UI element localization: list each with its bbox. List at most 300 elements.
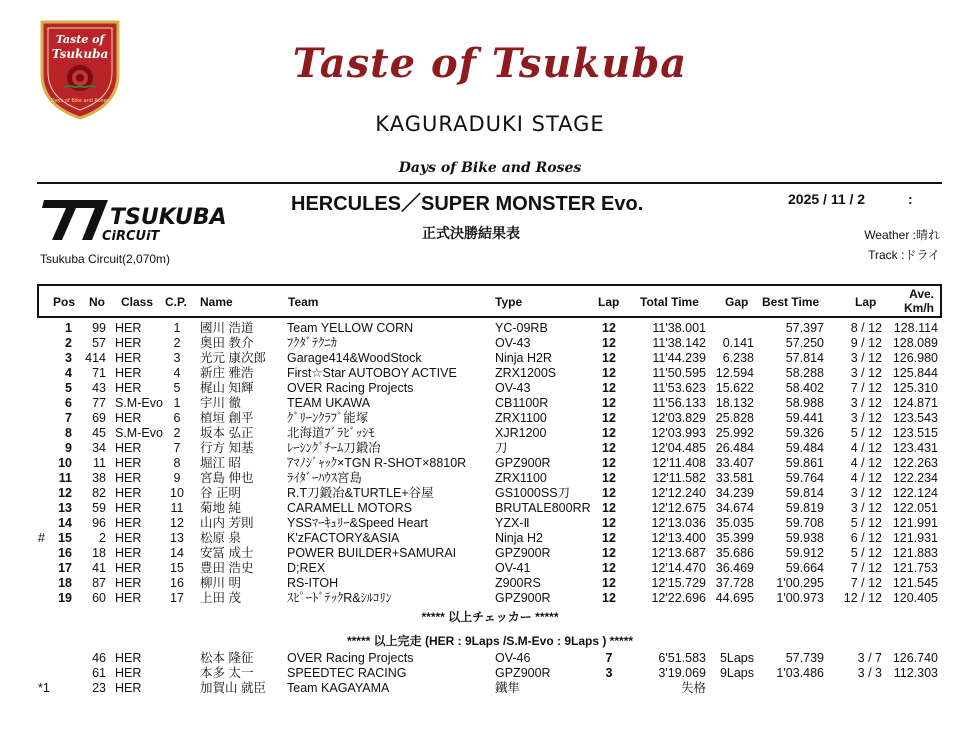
cell-cls: HER <box>115 366 142 380</box>
col-avg-speed-line2: Km/h <box>904 301 934 315</box>
cell-gap: 6.238 <box>722 351 754 365</box>
cell-blap: 3 / 12 <box>850 411 882 425</box>
cell-lap: 12 <box>602 351 616 365</box>
cell-pos: 13 <box>58 501 72 515</box>
cell-lap: 12 <box>602 321 616 335</box>
cell-blap: 4 / 12 <box>850 441 882 455</box>
cell-avg: 121.545 <box>892 576 938 590</box>
cell-mark: *1 <box>38 681 50 695</box>
table-row <box>0 366 980 381</box>
cell-cp: 1 <box>173 321 181 335</box>
cell-lap: 12 <box>602 591 616 605</box>
cell-pos: 7 <box>65 411 72 425</box>
cell-no: 43 <box>92 381 106 395</box>
cell-no: 71 <box>92 366 106 380</box>
table-row <box>0 336 980 351</box>
cell-no: 82 <box>92 486 106 500</box>
cell-cls: HER <box>115 381 142 395</box>
cell-avg: 121.991 <box>892 516 938 530</box>
cell-team: SPEEDTEC RACING <box>287 666 407 680</box>
col-avg-speed-line1: Ave. <box>909 287 934 301</box>
cell-team: Team YELLOW CORN <box>287 321 414 335</box>
cell-avg: 121.883 <box>892 546 938 560</box>
cell-team: D;REX <box>287 561 326 575</box>
col-best-time: Best Time <box>762 295 820 309</box>
cell-cp: 3 <box>173 351 181 365</box>
top-rule <box>37 182 942 184</box>
cell-lap: 12 <box>602 336 616 350</box>
cell-pos: 2 <box>65 336 72 350</box>
cell-cp: 10 <box>170 486 184 500</box>
cell-name: 奥田 教介 <box>200 336 254 350</box>
cell-best: 58.988 <box>785 396 824 410</box>
cell-total: 11'53.623 <box>652 381 706 395</box>
cell-pos: 14 <box>58 516 72 530</box>
cell-lap: 12 <box>602 501 616 515</box>
cell-type: GPZ900R <box>495 591 551 605</box>
cell-type: ZRX1200S <box>495 366 557 380</box>
official-results-title: 正式決勝結果表 <box>422 225 520 241</box>
table-row <box>0 411 980 426</box>
cell-name: 谷 正明 <box>200 486 241 500</box>
cell-name: 宮島 伸也 <box>200 471 254 485</box>
cell-lap: 12 <box>602 441 616 455</box>
cell-lap: 12 <box>602 546 616 560</box>
cell-name: 國川 浩道 <box>200 321 254 335</box>
cell-no: 34 <box>92 441 106 455</box>
weather: Weather :晴れ <box>864 228 940 242</box>
cell-cls: HER <box>115 666 142 680</box>
cell-blap: 7 / 12 <box>850 561 882 575</box>
track-condition: Track :ドライ <box>868 248 940 262</box>
cell-pos: 1 <box>65 321 72 335</box>
cell-cls: HER <box>115 681 142 695</box>
col-lap: Lap <box>598 295 620 309</box>
cell-lap: 7 <box>605 651 613 665</box>
cell-avg: 122.263 <box>892 456 938 470</box>
cell-gap: 5Laps <box>719 651 754 665</box>
cell-team: Team KAGAYAMA <box>287 681 390 695</box>
cell-pos: 3 <box>65 351 72 365</box>
cell-type: GPZ900R <box>495 666 551 680</box>
cell-no: 69 <box>92 411 106 425</box>
cell-cls: HER <box>115 576 142 590</box>
cell-blap: 8 / 12 <box>850 321 882 335</box>
cell-gap: 25.992 <box>715 426 754 440</box>
cell-lap: 12 <box>602 576 616 590</box>
col-type: Type <box>495 295 523 309</box>
cell-cp: 1 <box>173 396 181 410</box>
brand-title: Taste of Tsukuba <box>292 40 688 87</box>
cell-blap: 12 / 12 <box>843 591 882 605</box>
cell-lap: 12 <box>602 516 616 530</box>
cell-blap: 6 / 12 <box>850 531 882 545</box>
cell-team: RS-ITOH <box>287 576 339 590</box>
cell-type: OV-46 <box>495 651 531 665</box>
cell-cp: 13 <box>170 531 184 545</box>
col-best-lap: Lap <box>855 295 877 309</box>
cell-blap: 7 / 12 <box>850 381 882 395</box>
cell-gap: 25.828 <box>715 411 754 425</box>
cell-lap: 12 <box>602 456 616 470</box>
cell-type: GPZ900R <box>495 456 551 470</box>
cell-no: 60 <box>92 591 106 605</box>
cell-total: 12'13.687 <box>651 546 706 560</box>
cell-avg: 121.753 <box>892 561 938 575</box>
cell-cls: HER <box>115 411 142 425</box>
tsukuba-circuit-logo <box>40 192 250 244</box>
race-class-title: HERCULES／SUPER MONSTER Evo. <box>291 193 644 215</box>
cell-total: 12'11.582 <box>652 471 706 485</box>
cell-blap: 3 / 12 <box>850 366 882 380</box>
cell-team: Garage414&WoodStock <box>287 351 422 365</box>
table-row <box>0 531 980 546</box>
cell-best: 57.397 <box>785 321 824 335</box>
cell-best: 58.288 <box>785 366 824 380</box>
cell-pos: 11 <box>58 471 72 485</box>
cell-blap: 5 / 12 <box>850 516 882 530</box>
cell-team: K'zFACTORY&ASIA <box>287 531 400 545</box>
cell-best: 59.326 <box>785 426 824 440</box>
cell-gap: 33.407 <box>715 456 754 470</box>
table-row <box>0 501 980 516</box>
cell-gap: 34.674 <box>715 501 754 515</box>
cell-avg: 125.844 <box>892 366 938 380</box>
cell-best: 59.708 <box>785 516 824 530</box>
cell-name: 梶山 知輝 <box>200 381 254 395</box>
cell-avg: 123.543 <box>892 411 938 425</box>
cell-avg: 124.871 <box>892 396 938 410</box>
cell-team: ｸﾞﾘｰﾝｸﾗﾌﾞ能塚 <box>287 411 369 425</box>
col-pos: Pos <box>53 295 76 309</box>
cell-type: Ninja H2 <box>495 531 543 545</box>
cell-best: 59.861 <box>785 456 824 470</box>
col-no: No <box>89 295 105 309</box>
cell-name: 豊田 浩史 <box>200 561 254 575</box>
cell-best: 57.814 <box>785 351 824 365</box>
cell-cp: 7 <box>173 441 181 455</box>
col-class: Class <box>121 295 154 309</box>
table-row <box>0 351 980 366</box>
col-cp: C.P. <box>165 295 187 309</box>
cell-gap: 35.686 <box>715 546 754 560</box>
cell-type: GS1000SS刀 <box>495 486 571 500</box>
cell-avg: 123.431 <box>892 441 938 455</box>
cell-team: ﾌｸﾀﾞﾃｸﾆｶ <box>287 336 338 350</box>
table-row <box>0 651 980 666</box>
cell-cls: HER <box>115 486 142 500</box>
cell-pos: 16 <box>58 546 72 560</box>
cell-no: 18 <box>92 546 106 560</box>
table-row <box>0 516 980 531</box>
cell-avg: 122.124 <box>892 486 938 500</box>
cell-best: 57.739 <box>785 651 824 665</box>
cell-type: YC-09RB <box>495 321 548 335</box>
cell-lap: 12 <box>602 381 616 395</box>
cell-pos: 8 <box>65 426 72 440</box>
cell-blap: 3 / 12 <box>850 396 882 410</box>
cell-name: 光元 康次郎 <box>200 351 266 365</box>
cell-no: 61 <box>92 666 106 680</box>
cell-cls: HER <box>115 516 142 530</box>
cell-avg: 121.931 <box>892 531 938 545</box>
cell-name: 本多 太一 <box>200 666 254 680</box>
finished-note: ***** 以上完走 (HER : 9Laps /S.M-Evo : 9Laps ) ***** <box>346 634 634 648</box>
cell-pos: 10 <box>58 456 72 470</box>
cell-type: OV-43 <box>495 381 531 395</box>
cell-no: 87 <box>92 576 106 590</box>
cell-team: TEAM UKAWA <box>287 396 371 410</box>
cell-avg: 128.114 <box>893 321 938 335</box>
cell-team: YSSﾏｰｷｭﾘｰ&Speed Heart <box>287 516 429 530</box>
svg-text:Days of Bike and Roses: Days of Bike and Roses <box>50 98 110 104</box>
cell-name: 植垣 創平 <box>200 411 254 425</box>
cell-name: 松原 泉 <box>200 531 241 545</box>
cell-total: 失格 <box>680 681 706 695</box>
cell-total: 12'12.675 <box>651 501 706 515</box>
cell-gap: 44.695 <box>715 591 754 605</box>
cell-best: 59.664 <box>785 561 824 575</box>
cell-lap: 12 <box>602 396 616 410</box>
cell-team: OVER Racing Projects <box>287 381 414 395</box>
table-row <box>0 546 980 561</box>
svg-text:TSUKUBA: TSUKUBA <box>110 205 227 230</box>
cell-type: ZRX1100 <box>495 411 547 425</box>
cell-cp: 8 <box>173 456 181 470</box>
cell-blap: 3 / 7 <box>857 651 882 665</box>
cell-best: 57.250 <box>785 336 824 350</box>
event-subtitle: Days of Bike and Roses <box>398 160 582 176</box>
cell-cp: 5 <box>173 381 181 395</box>
cell-cls: HER <box>115 336 142 350</box>
cell-cls: HER <box>115 651 142 665</box>
cell-gap: 0.141 <box>722 336 754 350</box>
cell-team: CARAMELL MOTORS <box>287 501 413 515</box>
table-row <box>0 576 980 591</box>
cell-type: 刀 <box>495 441 508 455</box>
col-name: Name <box>200 295 233 309</box>
cell-type: YZX-Ⅱ <box>495 516 530 530</box>
cell-cp: 4 <box>173 366 181 380</box>
cell-pos: 6 <box>65 396 72 410</box>
cell-avg: 128.089 <box>892 336 938 350</box>
cell-team: ｽﾋﾟｰﾄﾞﾃｯｸR&ｼﾙｺﾘﾝ <box>287 591 392 605</box>
cell-name: 新庄 雅浩 <box>200 366 254 380</box>
cell-no: 99 <box>92 321 106 335</box>
cell-gap: 35.035 <box>715 516 754 530</box>
cell-type: Z900RS <box>495 576 541 590</box>
cell-pos: 19 <box>58 591 72 605</box>
cell-cp: 16 <box>170 576 184 590</box>
cell-team: ﾗｲﾀﾞｰﾊｳｽ宮島 <box>287 471 363 485</box>
cell-type: OV-43 <box>495 336 531 350</box>
cell-cp: 14 <box>170 546 184 560</box>
cell-name: 柳川 明 <box>200 576 241 590</box>
cell-cls: HER <box>115 591 142 605</box>
cell-avg: 122.234 <box>892 471 938 485</box>
cell-pos: 9 <box>65 441 72 455</box>
cell-total: 12'13.036 <box>651 516 706 530</box>
cell-best: 59.441 <box>785 411 824 425</box>
results-table-header <box>37 284 942 318</box>
cell-gap: 18.132 <box>715 396 754 410</box>
cell-total: 12'15.729 <box>651 576 706 590</box>
cell-name: 宇川 徹 <box>200 396 241 410</box>
cell-cp: 15 <box>170 561 184 575</box>
cell-lap: 3 <box>605 666 613 680</box>
cell-cp: 9 <box>173 471 181 485</box>
cell-team: 北海道ﾌﾞﾗﾋﾞｯｼﾓ <box>287 426 375 440</box>
cell-total: 3'19.069 <box>658 666 706 680</box>
cell-avg: 126.740 <box>892 651 938 665</box>
cell-total: 12'04.485 <box>651 441 706 455</box>
cell-type: Ninja H2R <box>495 351 552 365</box>
cell-type: XJR1200 <box>495 426 547 440</box>
cell-total: 11'38.142 <box>652 336 706 350</box>
cell-total: 12'13.400 <box>651 531 706 545</box>
cell-blap: 4 / 12 <box>850 471 882 485</box>
cell-cls: HER <box>115 471 142 485</box>
cell-avg: 123.515 <box>892 426 938 440</box>
table-row <box>0 426 980 441</box>
cell-pos: 17 <box>58 561 72 575</box>
table-row <box>0 321 980 336</box>
cell-team: OVER Racing Projects <box>287 651 414 665</box>
cell-best: 1'00.295 <box>776 576 824 590</box>
cell-lap: 12 <box>602 471 616 485</box>
cell-gap: 26.484 <box>715 441 754 455</box>
svg-text:Tsukuba: Tsukuba <box>51 47 109 61</box>
cell-cls: HER <box>115 441 142 455</box>
cell-cls: HER <box>115 351 142 365</box>
cell-gap: 37.728 <box>715 576 754 590</box>
cell-total: 11'50.595 <box>652 366 706 380</box>
cell-no: 57 <box>92 336 106 350</box>
cell-total: 12'03.993 <box>651 426 706 440</box>
time-separator: : <box>908 191 913 207</box>
cell-type: ZRX1100 <box>495 471 547 485</box>
cell-cls: HER <box>115 561 142 575</box>
cell-no: 38 <box>92 471 106 485</box>
circuit-name: Tsukuba Circuit(2,070m) <box>40 252 171 266</box>
cell-lap: 12 <box>602 531 616 545</box>
cell-lap: 12 <box>602 486 616 500</box>
table-row <box>0 441 980 456</box>
cell-name: 上田 茂 <box>200 591 241 605</box>
cell-avg: 112.303 <box>893 666 938 680</box>
cell-total: 12'14.470 <box>651 561 706 575</box>
cell-pos: 15 <box>58 531 72 545</box>
col-gap: Gap <box>725 295 749 309</box>
cell-blap: 3 / 12 <box>850 486 882 500</box>
cell-no: 96 <box>92 516 106 530</box>
cell-name: 菊地 純 <box>200 501 241 515</box>
cell-type: OV-41 <box>495 561 531 575</box>
cell-name: 坂本 弘正 <box>200 426 254 440</box>
col-avg-speed <box>904 287 934 315</box>
stage-title: KAGURADUKI STAGE <box>375 112 605 136</box>
cell-blap: 9 / 12 <box>850 336 882 350</box>
cell-cp: 17 <box>170 591 184 605</box>
cell-gap: 15.622 <box>715 381 754 395</box>
cell-team: ﾚｰｼﾝｸﾞﾁｰﾑ刀鍛冶 <box>287 441 381 455</box>
cell-blap: 5 / 12 <box>850 546 882 560</box>
cell-team: ｱﾏﾉｼﾞｬｯｸ×TGN R-SHOT×8810R <box>287 456 467 470</box>
cell-team: POWER BUILDER+SAMURAI <box>287 546 457 560</box>
cell-best: 59.814 <box>785 486 824 500</box>
cell-gap: 35.399 <box>715 531 754 545</box>
cell-blap: 7 / 12 <box>850 576 882 590</box>
cell-avg: 120.405 <box>892 591 938 605</box>
cell-blap: 4 / 12 <box>850 456 882 470</box>
cell-no: 414 <box>85 351 106 365</box>
cell-cp: 12 <box>170 516 184 530</box>
cell-no: 11 <box>93 456 106 470</box>
cell-total: 11'56.133 <box>652 396 706 410</box>
cell-gap: 36.469 <box>715 561 754 575</box>
cell-best: 59.938 <box>785 531 824 545</box>
cell-cls: HER <box>115 321 142 335</box>
cell-cls: HER <box>115 531 142 545</box>
col-team: Team <box>288 295 319 309</box>
table-row <box>0 486 980 501</box>
table-row <box>0 561 980 576</box>
checker-note: ***** 以上チェッカー ***** <box>421 610 559 624</box>
cell-pos: 18 <box>58 576 72 590</box>
cell-gap: 9Laps <box>719 666 754 680</box>
cell-no: 45 <box>92 426 106 440</box>
cell-best: 59.764 <box>785 471 824 485</box>
cell-best: 59.912 <box>785 546 824 560</box>
cell-avg: 126.980 <box>892 351 938 365</box>
cell-pos: 5 <box>65 381 72 395</box>
cell-cls: S.M-Evo <box>115 426 163 440</box>
cell-total: 12'12.240 <box>651 486 706 500</box>
cell-cls: HER <box>115 501 142 515</box>
cell-no: 2 <box>99 531 106 545</box>
cell-name: 山内 芳則 <box>200 516 254 530</box>
cell-blap: 3 / 3 <box>857 666 882 680</box>
table-row <box>0 666 980 681</box>
table-row <box>0 456 980 471</box>
table-row <box>0 471 980 486</box>
cell-total: 6'51.583 <box>658 651 706 665</box>
cell-no: 77 <box>92 396 106 410</box>
table-row <box>0 381 980 396</box>
cell-total: 12'03.829 <box>651 411 706 425</box>
cell-pos: 12 <box>58 486 72 500</box>
cell-gap: 34.239 <box>715 486 754 500</box>
cell-cls: HER <box>115 546 142 560</box>
svg-text:CiRCUiT: CiRCUiT <box>102 229 160 244</box>
cell-type: BRUTALE800RR <box>495 501 591 515</box>
cell-best: 59.484 <box>785 441 824 455</box>
cell-name: 行方 知基 <box>200 441 254 455</box>
cell-total: 11'44.239 <box>652 351 706 365</box>
cell-pos: 4 <box>65 366 72 380</box>
table-row <box>0 396 980 411</box>
cell-total: 11'38.001 <box>652 321 706 335</box>
cell-gap: 12.594 <box>715 366 754 380</box>
cell-blap: 3 / 12 <box>850 501 882 515</box>
cell-blap: 3 / 12 <box>850 351 882 365</box>
cell-name: 安冨 成士 <box>200 546 254 560</box>
svg-text:Taste of: Taste of <box>55 33 105 46</box>
cell-cp: 2 <box>173 426 181 440</box>
cell-total: 12'11.408 <box>652 456 706 470</box>
cell-best: 59.819 <box>785 501 824 515</box>
cell-cp: 6 <box>173 411 181 425</box>
